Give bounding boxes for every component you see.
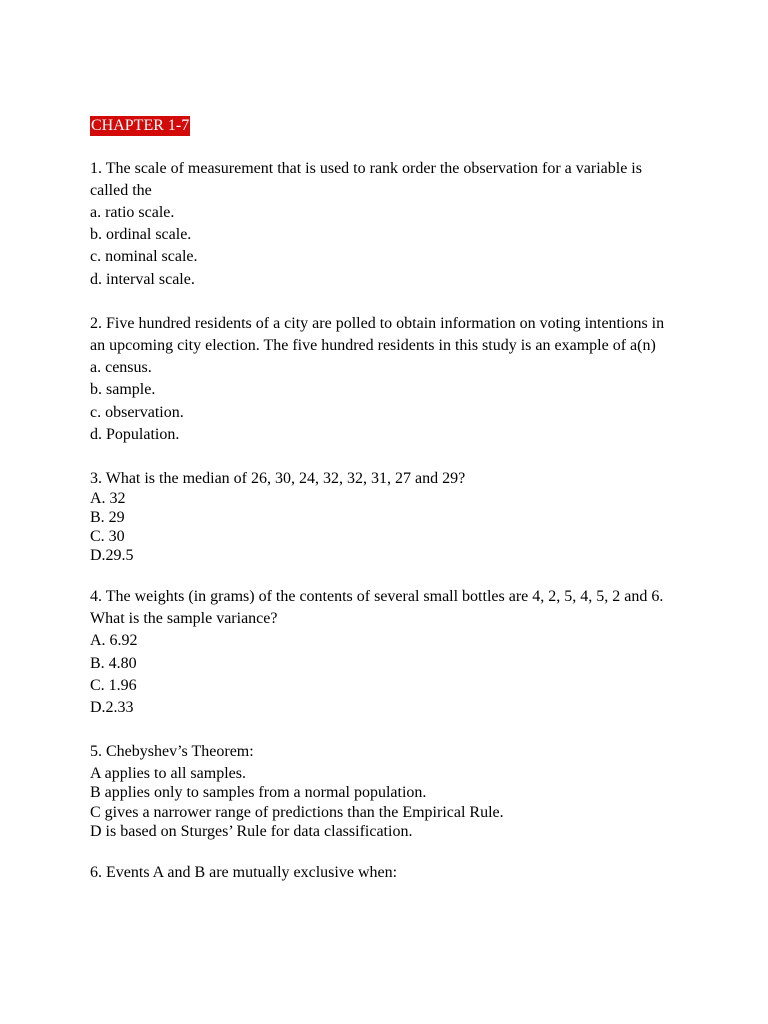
question-4-stem-line-2: What is the sample variance? [90, 610, 278, 627]
question-3-option-d: D.29.5 [90, 547, 134, 564]
question-1-option-b: b. ordinal scale. [90, 226, 192, 243]
question-3-stem: 3. What is the median of 26, 30, 24, 32, 32, 31, 27 and 29? [90, 470, 466, 487]
question-3-option-c: C. 30 [90, 528, 125, 545]
question-4-option-d: D.2.33 [90, 699, 134, 716]
question-4-option-c: C. 1.96 [90, 677, 137, 694]
question-1-stem-line-2: called the [90, 182, 152, 199]
question-2-option-b: b. sample. [90, 381, 156, 398]
question-1-option-d: d. interval scale. [90, 271, 195, 288]
question-2-stem-line-1: 2. Five hundred residents of a city are polled to obtain information on voting intentions in [90, 315, 665, 332]
question-3-option-b: B. 29 [90, 509, 125, 526]
question-2-option-d: d. Population. [90, 426, 180, 443]
question-5-option-b: B applies only to samples from a normal population. [90, 784, 427, 801]
question-1-stem-line-1: 1. The scale of measurement that is used to rank order the observation for a variable is [90, 160, 642, 177]
question-4-option-b: B. 4.80 [90, 655, 137, 672]
question-1-option-a: a. ratio scale. [90, 204, 175, 221]
question-5-stem: 5. Chebyshev’s Theorem: [90, 743, 254, 760]
question-4-option-a: A. 6.92 [90, 632, 138, 649]
question-5-option-a: A applies to all samples. [90, 765, 246, 782]
question-5-option-d: D is based on Sturges’ Rule for data classification. [90, 823, 413, 840]
question-2-option-c: c. observation. [90, 404, 184, 421]
question-4-stem-line-1: 4. The weights (in grams) of the contents of several small bottles are 4, 2, 5, 4, 5, 2 and 6. [90, 588, 664, 605]
question-3-option-a: A. 32 [90, 490, 126, 507]
question-1-option-c: c. nominal scale. [90, 248, 198, 265]
question-6-stem: 6. Events A and B are mutually exclusive when: [90, 864, 398, 881]
question-5-option-c: C gives a narrower range of predictions than the Empirical Rule. [90, 804, 504, 821]
question-2-stem-line-2: an upcoming city election. The five hundred residents in this study is an example of a(n) [90, 337, 656, 354]
chapter-title: CHAPTER 1-7 [91, 117, 190, 134]
question-2-option-a: a. census. [90, 359, 152, 376]
